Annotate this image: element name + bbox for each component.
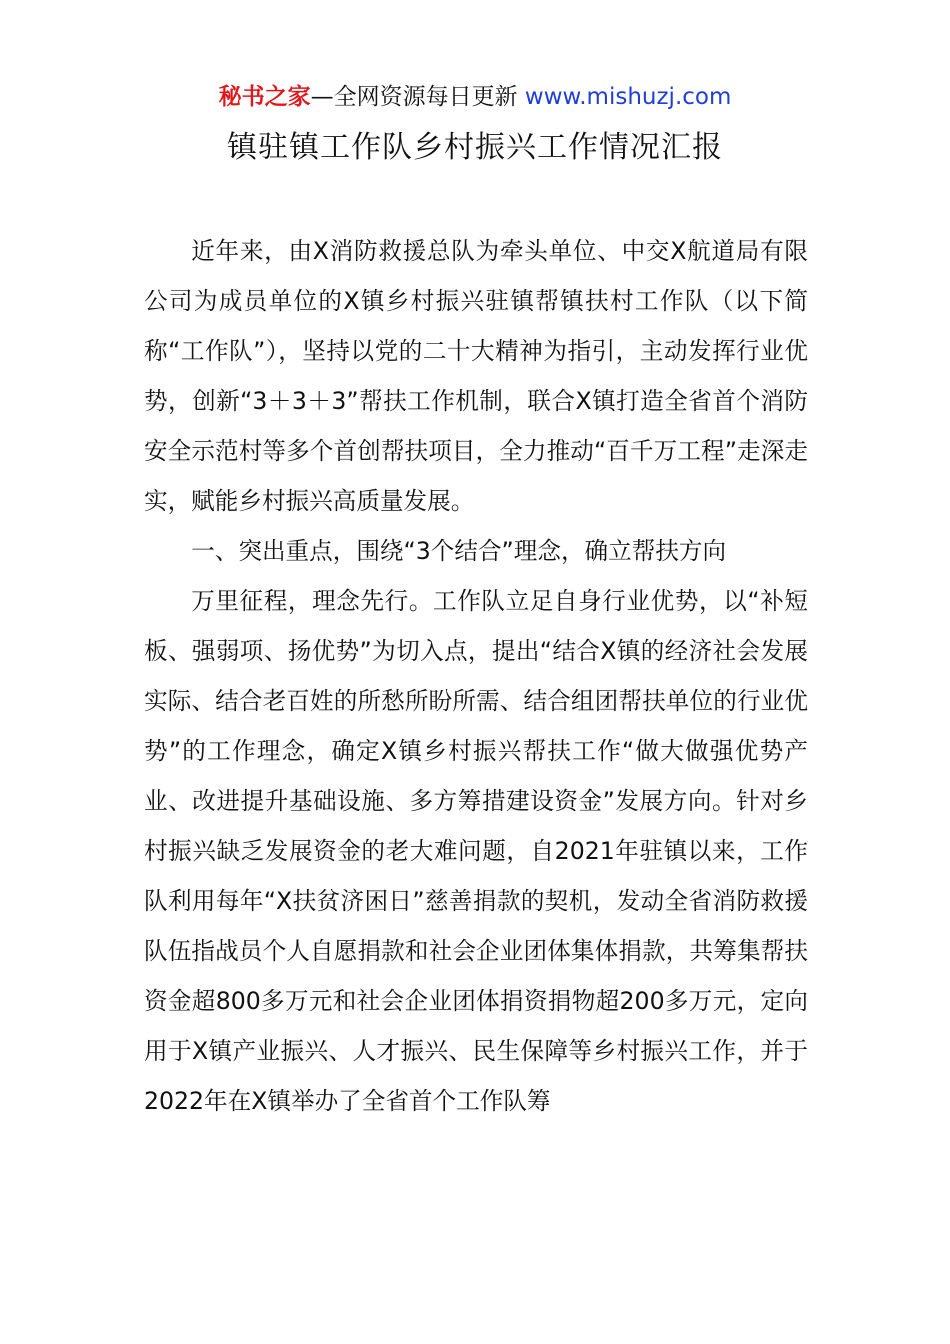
document-body [144,226,808,1126]
site-url-link[interactable]: www.mishuzj.com [524,84,732,110]
section-heading-1: 一、突出重点，围绕“3个结合”理念，确立帮扶方向 [191,537,727,565]
section-1-paragraph: 万里征程，理念先行。工作队立足自身行业优势，以“补短板、强弱项、扬优势”为切入点，提出“结合X镇的经济社会发展实际、结合老百姓的所愁所盼所需、结合组团帮扶单位的行业优势”的工作理念，确定X镇乡村振兴帮扶工作“做大做强优势产业、改进提升基础设施、多方筹措建设资金”发展方向。针对乡村振兴缺乏发展资金的老大难问题，自2021年驻镇以来，工作队利用每年“X扶贫济困日”慈善捐款的契机，发动全省消防救援队伍指战员个人自愿捐款和社会企业团体集体捐款，共筹集帮扶资金超800多万元和社会企业团体捐资捐物超200多万元，定向用于X镇产业振兴、人才振兴、民生保障等乡村振兴工作，并于2022年在X镇举办了全省首个工作队筹 [144,587,808,1115]
intro-paragraph: 近年来，由X消防救援总队为牵头单位、中交X航道局有限公司为成员单位的X镇乡村振兴驻镇帮镇扶村工作队（以下简称“工作队”），坚持以党的二十大精神为指引，主动发挥行业优势，创新“3＋3＋3”帮扶工作机制，联合X镇打造全省首个消防安全示范村等多个首创帮扶项目，全力推动“百千万工程”走深走实，赋能乡村振兴高质量发展。 [144,237,808,515]
header-tagline: —全网资源每日更新 [310,84,518,110]
brand-name: 秘书之家 [218,84,311,110]
site-header [0,82,950,112]
document-title: 镇驻镇工作队乡村振兴工作情况汇报 [227,130,723,165]
